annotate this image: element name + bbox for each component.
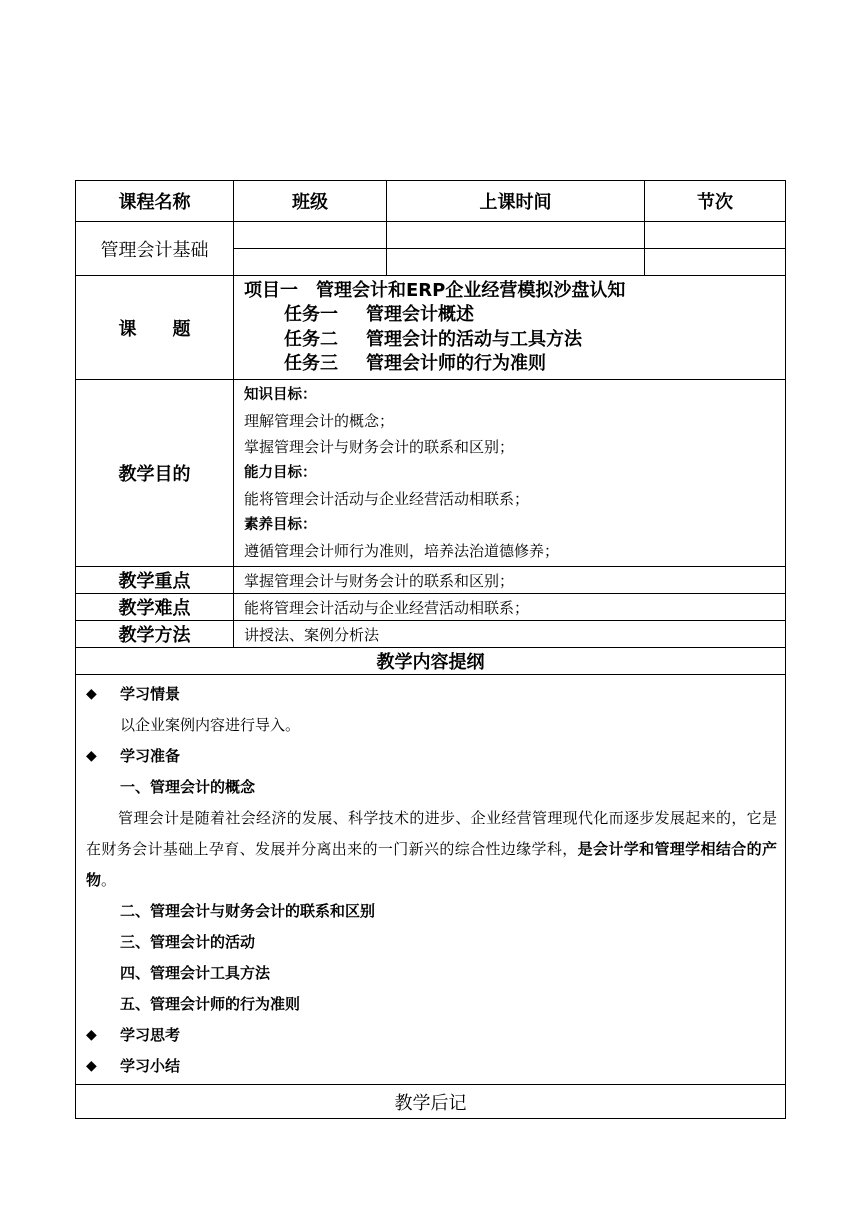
concept-para-bold: 是会计学和管理学相结合的产物 (86, 840, 777, 889)
outline-content (76, 675, 786, 1085)
afterword-label: 教学后记 (76, 1085, 786, 1119)
header-row (76, 181, 786, 222)
situation-text: 以企业案例内容进行导入。 (120, 716, 301, 734)
outline-title-row (76, 648, 786, 675)
header-class-time: 上课时间 (387, 181, 645, 222)
diamond-bullet-icon: ◆ (86, 686, 97, 702)
goals-content (234, 380, 786, 567)
topic-task-2 (244, 328, 785, 353)
header-class: 班级 (234, 181, 387, 222)
ability-heading: 能力目标： (244, 465, 317, 481)
key-points-label: 教学重点 (76, 567, 234, 594)
time-cell-1 (387, 222, 645, 249)
section-4: 四、管理会计工具方法 (120, 964, 271, 982)
knowledge-item-1: 理解管理会计的概念； (244, 412, 395, 430)
task-2-title: 管理会计的活动与工具方法 (366, 328, 582, 350)
difficulties-label: 教学难点 (76, 594, 234, 621)
prep-heading: 学习准备 (120, 747, 181, 765)
knowledge-item-2: 掌握管理会计与财务会计的联系和区别； (244, 438, 515, 456)
concept-paragraph (86, 803, 777, 896)
methods-row (76, 621, 786, 648)
afterword-row (76, 1085, 786, 1119)
goals-label: 教学目的 (76, 380, 234, 567)
diamond-bullet-icon: ◆ (86, 748, 97, 764)
course-name-value: 管理会计基础 (76, 222, 234, 276)
topic-task-1 (244, 303, 785, 328)
topic-task-3 (244, 352, 785, 377)
outline-title: 教学内容提纲 (76, 648, 786, 675)
outline-row (76, 675, 786, 1085)
concept-para-end: 。 (101, 871, 117, 889)
key-points-row (76, 567, 786, 594)
task-1-num: 任务一 (284, 304, 338, 325)
topic-content (234, 276, 786, 380)
section-5: 五、管理会计师的行为准则 (120, 995, 301, 1013)
task-3-num: 任务三 (284, 353, 338, 374)
situation-heading: 学习情景 (120, 685, 181, 703)
task-3-title: 管理会计师的行为准则 (366, 353, 546, 374)
difficulties-value: 能将管理会计活动与企业经营活动相联系； (234, 594, 786, 621)
topic-project: 项目一 管理会计和ERP企业经营模拟沙盘认知 (244, 279, 626, 301)
diamond-bullet-icon: ◆ (86, 1027, 97, 1043)
key-points-value: 掌握管理会计与财务会计的联系和区别； (234, 567, 786, 594)
literacy-item-1: 遵循管理会计师行为准则，培养法治道德修养； (244, 542, 560, 560)
literacy-heading: 素养目标： (244, 517, 317, 533)
concept-para-plain: 管理会计是随着社会经济的发展、科学技术的进步、企业经营管理现代化而逐步发展起来的，它是在财务会计基础上孕育、发展并分离出来的一门新兴的综合性边缘学科， (86, 809, 777, 858)
course-row-1 (76, 222, 786, 249)
ability-item-1: 能将管理会计活动与企业经营活动相联系； (244, 490, 530, 508)
situation-item (86, 679, 777, 710)
section-3: 三、管理会计的活动 (120, 933, 256, 951)
summary-item (86, 1051, 777, 1082)
class-cell-1 (234, 222, 387, 249)
section-2: 二、管理会计与财务会计的联系和区别 (120, 902, 376, 920)
lesson-plan-table (75, 180, 786, 1119)
time-cell-2 (387, 249, 645, 276)
class-cell-2 (234, 249, 387, 276)
header-session: 节次 (645, 181, 786, 222)
thinking-heading: 学习思考 (120, 1026, 181, 1044)
methods-label: 教学方法 (76, 621, 234, 648)
difficulties-row (76, 594, 786, 621)
header-course-name: 课程名称 (76, 181, 234, 222)
session-cell-2 (645, 249, 786, 276)
knowledge-heading: 知识目标： (244, 387, 317, 403)
goals-row (76, 380, 786, 567)
topic-label: 课 题 (76, 276, 234, 380)
session-cell-1 (645, 222, 786, 249)
task-2-num: 任务二 (284, 328, 338, 350)
prep-item (86, 741, 777, 772)
methods-value: 讲授法、案例分析法 (234, 621, 786, 648)
thinking-item (86, 1020, 777, 1051)
topic-row (76, 276, 786, 380)
summary-heading: 学习小结 (120, 1057, 181, 1075)
concept-heading: 一、管理会计的概念 (120, 778, 256, 796)
task-1-title: 管理会计概述 (366, 304, 474, 325)
diamond-bullet-icon: ◆ (86, 1058, 97, 1074)
